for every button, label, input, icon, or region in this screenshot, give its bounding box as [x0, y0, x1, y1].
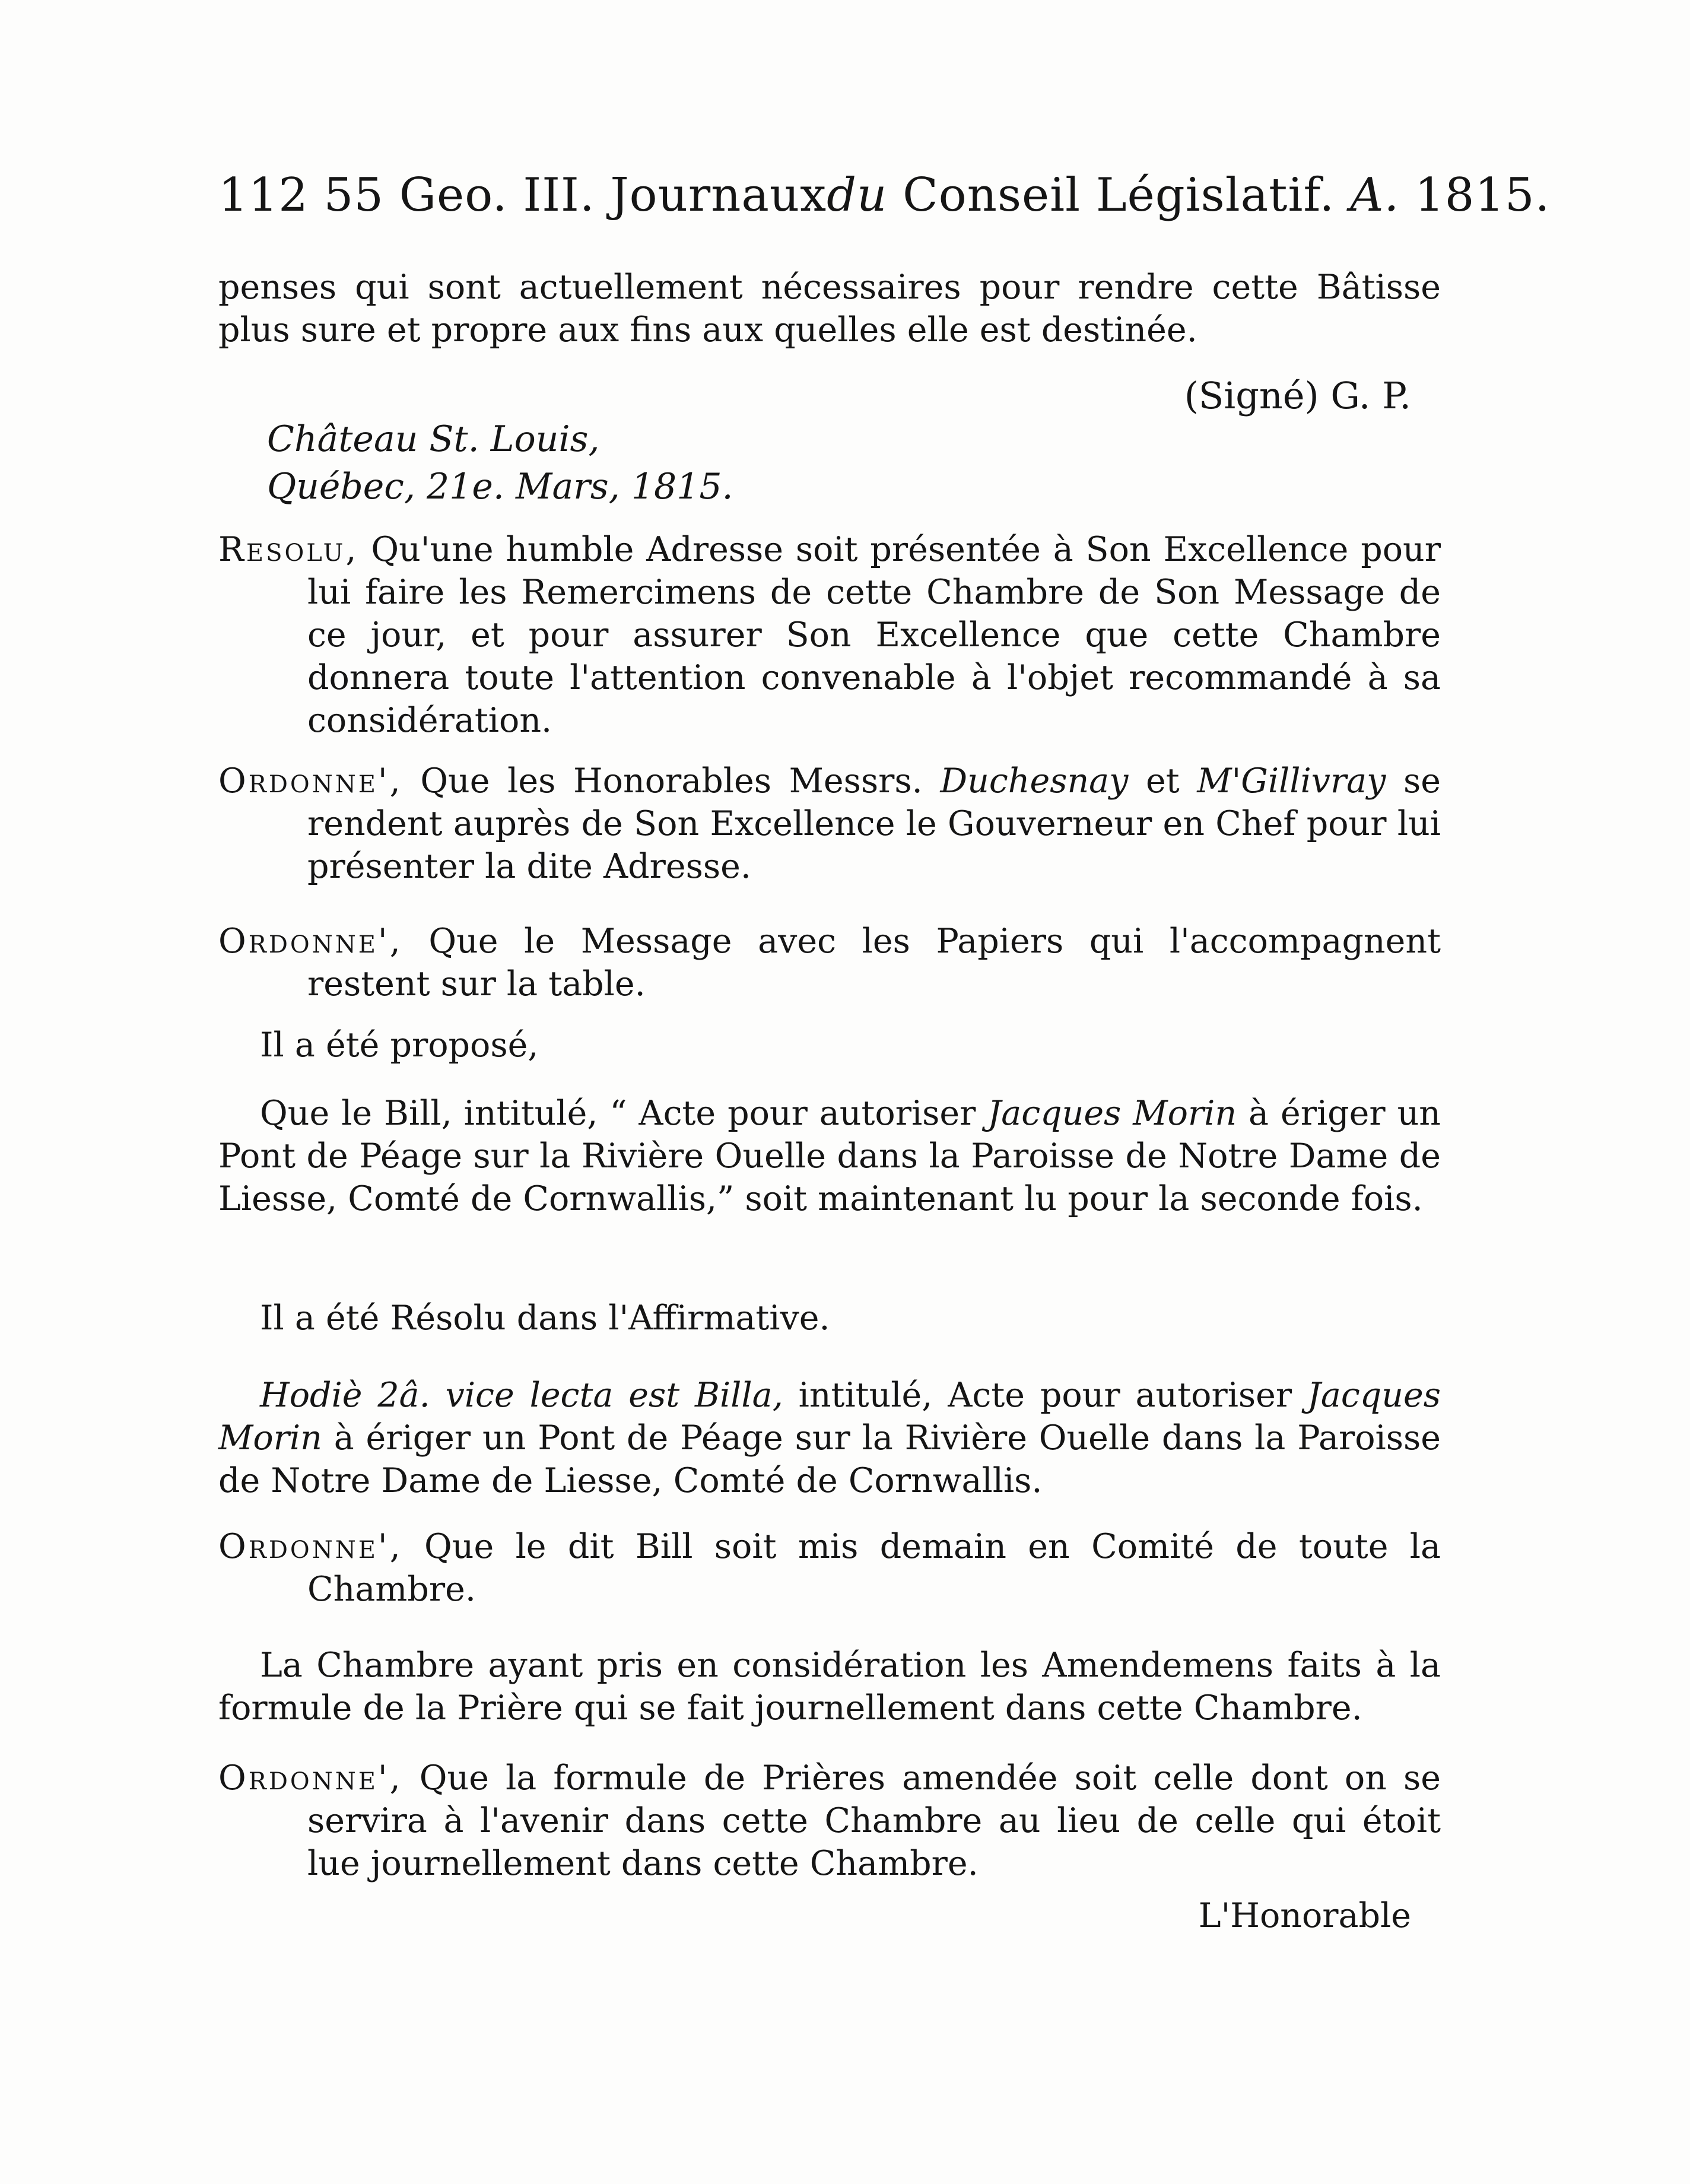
order-messengers	[218, 760, 1441, 888]
entry-label: Ordonne',	[218, 761, 403, 801]
running-header	[218, 169, 1551, 222]
entry-label: Ordonne',	[218, 1527, 403, 1566]
person-name: Jacques Morin	[987, 1094, 1237, 1133]
person-name: Duchesnay	[940, 761, 1129, 801]
entry-text: Que le dit Bill soit mis demain en Comité de toute la Chambre.	[307, 1527, 1441, 1609]
entry-text: Que les Honorables Messrs.	[402, 761, 941, 801]
message-place-date	[267, 415, 733, 510]
second-reading-text: intitulé, Acte pour autoriser	[783, 1376, 1308, 1415]
journal-title: Journaux	[610, 169, 827, 222]
signature: (Signé) G. P.	[1184, 374, 1411, 417]
order-committee	[218, 1525, 1441, 1611]
header-year: 1815.	[1415, 169, 1551, 222]
prayer-amendments: La Chambre ayant pris en considération les Amendemens faits à la formule de la Prière qui se fait journellement dans cette Chambre.	[218, 1646, 1441, 1728]
journal-du: du	[827, 169, 888, 222]
conjunction: et	[1128, 761, 1197, 801]
person-name: Jacques Morin	[218, 1376, 1441, 1458]
order-message-table	[218, 920, 1441, 1005]
entry-text: se rendent auprès de Son Excellence le Gouverneur en Chef pour lui présenter la dite Adresse.	[307, 761, 1441, 886]
entry-label: Resolu,	[218, 530, 359, 569]
motion-proposed: Il a été proposé,	[260, 1026, 539, 1065]
council-title: Conseil Législatif.	[903, 169, 1335, 222]
anno-mark: A.	[1350, 169, 1400, 222]
place-line: Château St. Louis,	[267, 418, 600, 460]
motion-text-start: Que le Bill, intitulé, “ Acte pour autoriser	[260, 1094, 988, 1133]
order-prayer	[218, 1757, 1441, 1885]
catchword: L'Honorable	[1198, 1896, 1411, 1935]
latin-formula: Hodiè 2â. vice lecta est Billa,	[260, 1376, 783, 1415]
second-reading-text-end: à ériger un Pont de Péage sur la Rivière Ouelle dans la Paroisse de Notre Dame de Liesse, Comté de Cornwallis.	[218, 1418, 1441, 1500]
entry-label: Ordonne',	[218, 922, 403, 961]
motion-resolved: Il a été Résolu dans l'Affirmative.	[260, 1299, 830, 1338]
entry-text: Qu'une humble Adresse soit présentée à Son Excellence pour lui faire les Remercimens de cette Chambre de Son Message de ce jour, et pour assurer Son Excellence que cette Chambre donnera toute l'attention convenable à l'objet recommandé à sa considération.	[307, 530, 1441, 740]
date-line: Québec, 21e. Mars, 1815.	[267, 466, 733, 507]
entry-label: Ordonne',	[218, 1758, 403, 1798]
entry-text: Que la formule de Prières amendée soit celle dont on se servira à l'avenir dans cette Chambre au lieu de celle qui étoit lue journellement dans cette Chambre.	[307, 1758, 1441, 1883]
motion-text	[218, 1092, 1441, 1220]
motion-text-end: à ériger un Pont de Péage sur la Rivière Ouelle dans la Paroisse de Notre Dame de Liesse, Comté de Cornwallis,” soit maintenant lu pour la seconde fois.	[218, 1094, 1441, 1218]
regnal-year: 55 Geo. III.	[323, 169, 595, 222]
second-reading	[218, 1374, 1441, 1502]
message-continuation: penses qui sont actuellement nécessaires pour rendre cette Bâtisse plus sure et propre aux fins aux quelles elle est destinée.	[218, 268, 1441, 350]
resolution-address	[218, 528, 1441, 742]
person-name: M'Gillivray	[1197, 761, 1386, 801]
entry-text: Que le Message avec les Papiers qui l'accompagnent restent sur la table.	[307, 922, 1441, 1004]
page-number: 112	[218, 169, 309, 222]
